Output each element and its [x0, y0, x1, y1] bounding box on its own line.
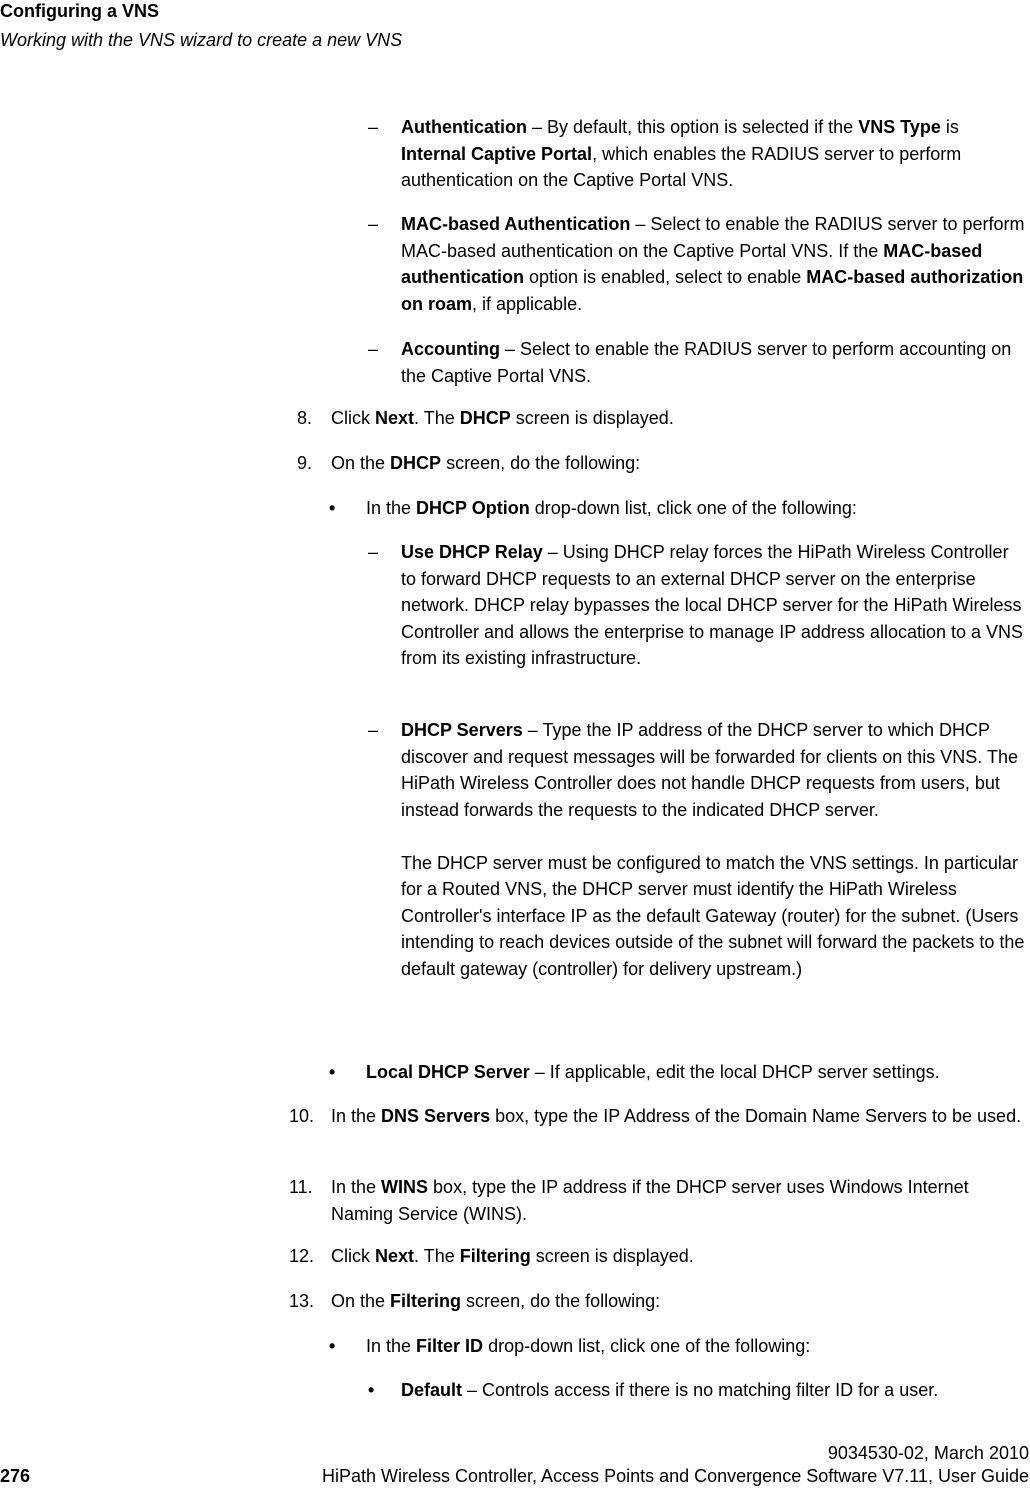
dash-marker: –	[368, 339, 379, 359]
item-text: MAC-based Authentication – Select to enable the RADIUS server to perform MAC-based authentication on the Captive Portal VNS. If the MAC-based authentication option is enabled, select to enable MAC-based authorization on roam, if applicable.	[401, 214, 1025, 314]
bullet-marker: •	[329, 498, 336, 518]
dhcp-servers-note: The DHCP server must be configured to match the VNS settings. In particular for a Routed VNS, the DHCP server must identify the HiPath Wireless Controller's interface IP as the default Gateway (router) for the subnet. (Users intending to reach devices outside of the subnet will forward the packets to the default gateway (controller) for delivery upstream.)	[401, 852, 1025, 979]
bullet-text: Default – Controls access if there is no matching filter ID for a user.	[401, 1380, 939, 1400]
footer-document-id: 9034530-02, March 2010	[827, 1443, 1029, 1463]
step-number: 12.	[289, 1246, 315, 1266]
bullet-marker: •	[368, 1380, 375, 1400]
step-text: On the DHCP screen, do the following:	[331, 453, 641, 473]
bullet-text: In the DHCP Option drop-down list, click one of the following:	[366, 498, 857, 518]
item-text: Use DHCP Relay – Using DHCP relay forces the HiPath Wireless Controller to forward DHCP requests to an external DHCP server on the enterprise network. DHCP relay bypasses the local DHCP server for the HiPath Wireless Controller and allows the enterprise to manage IP address allocation to a VNS from its existing infrastructure.	[401, 542, 1024, 668]
step-text: On the Filtering screen, do the following:	[331, 1291, 661, 1311]
step-text: In the DNS Servers box, type the IP Address of the Domain Name Servers to be used.	[331, 1106, 1022, 1126]
dash-marker: –	[368, 720, 379, 740]
dash-marker: –	[368, 117, 379, 137]
dash-marker: –	[368, 542, 379, 562]
step-number: 13.	[289, 1291, 315, 1311]
running-header-title: Configuring a VNS	[0, 1, 159, 21]
item-text: Authentication – By default, this option is selected if the VNS Type is Internal Captive Portal, which enables the RADIUS server to perform authentication on the Captive Portal VNS.	[401, 117, 962, 190]
step-text: In the WINS box, type the IP address if the DHCP server uses Windows Internet Naming Service (WINS).	[331, 1177, 969, 1224]
running-header-subtitle: Working with the VNS wizard to create a new VNS	[0, 30, 403, 50]
bullet-marker: •	[329, 1062, 336, 1082]
step-number: 8.	[297, 408, 313, 428]
step-number: 9.	[297, 453, 313, 473]
step-number: 11.	[289, 1177, 313, 1197]
step-text: Click Next. The DHCP screen is displayed.	[331, 408, 674, 428]
step-number: 10.	[289, 1106, 315, 1126]
page-number: 276	[0, 1466, 31, 1486]
bullet-marker: •	[329, 1336, 336, 1356]
footer-guide-title: HiPath Wireless Controller, Access Points and Convergence Software V7.11, User Guide	[321, 1466, 1029, 1486]
bullet-text: In the Filter ID drop-down list, click one of the following:	[366, 1336, 811, 1356]
item-text: DHCP Servers – Type the IP address of the DHCP server to which DHCP discover and request messages will be forwarded for clients on this VNS. The HiPath Wireless Controller does not handle DHCP requests from users, but instead forwards the requests to the indicated DHCP server. The DHCP server must be configured to match the VNS settings. In particular for a Routed VNS, the DHCP server must identify the HiPath Wireless Controller's interface IP as the default Gateway (router) for the subnet. (Users intending to reach devices outside of the subnet will forward the packets to the default gateway (controller) for delivery upstream.)	[401, 717, 1027, 982]
bullet-text: Local DHCP Server – If applicable, edit the local DHCP server settings.	[366, 1062, 940, 1082]
dash-marker: –	[368, 214, 379, 234]
step-text: Click Next. The Filtering screen is displayed.	[331, 1246, 694, 1266]
item-text: Accounting – Select to enable the RADIUS server to perform accounting on the Captive Portal VNS.	[401, 339, 1012, 386]
